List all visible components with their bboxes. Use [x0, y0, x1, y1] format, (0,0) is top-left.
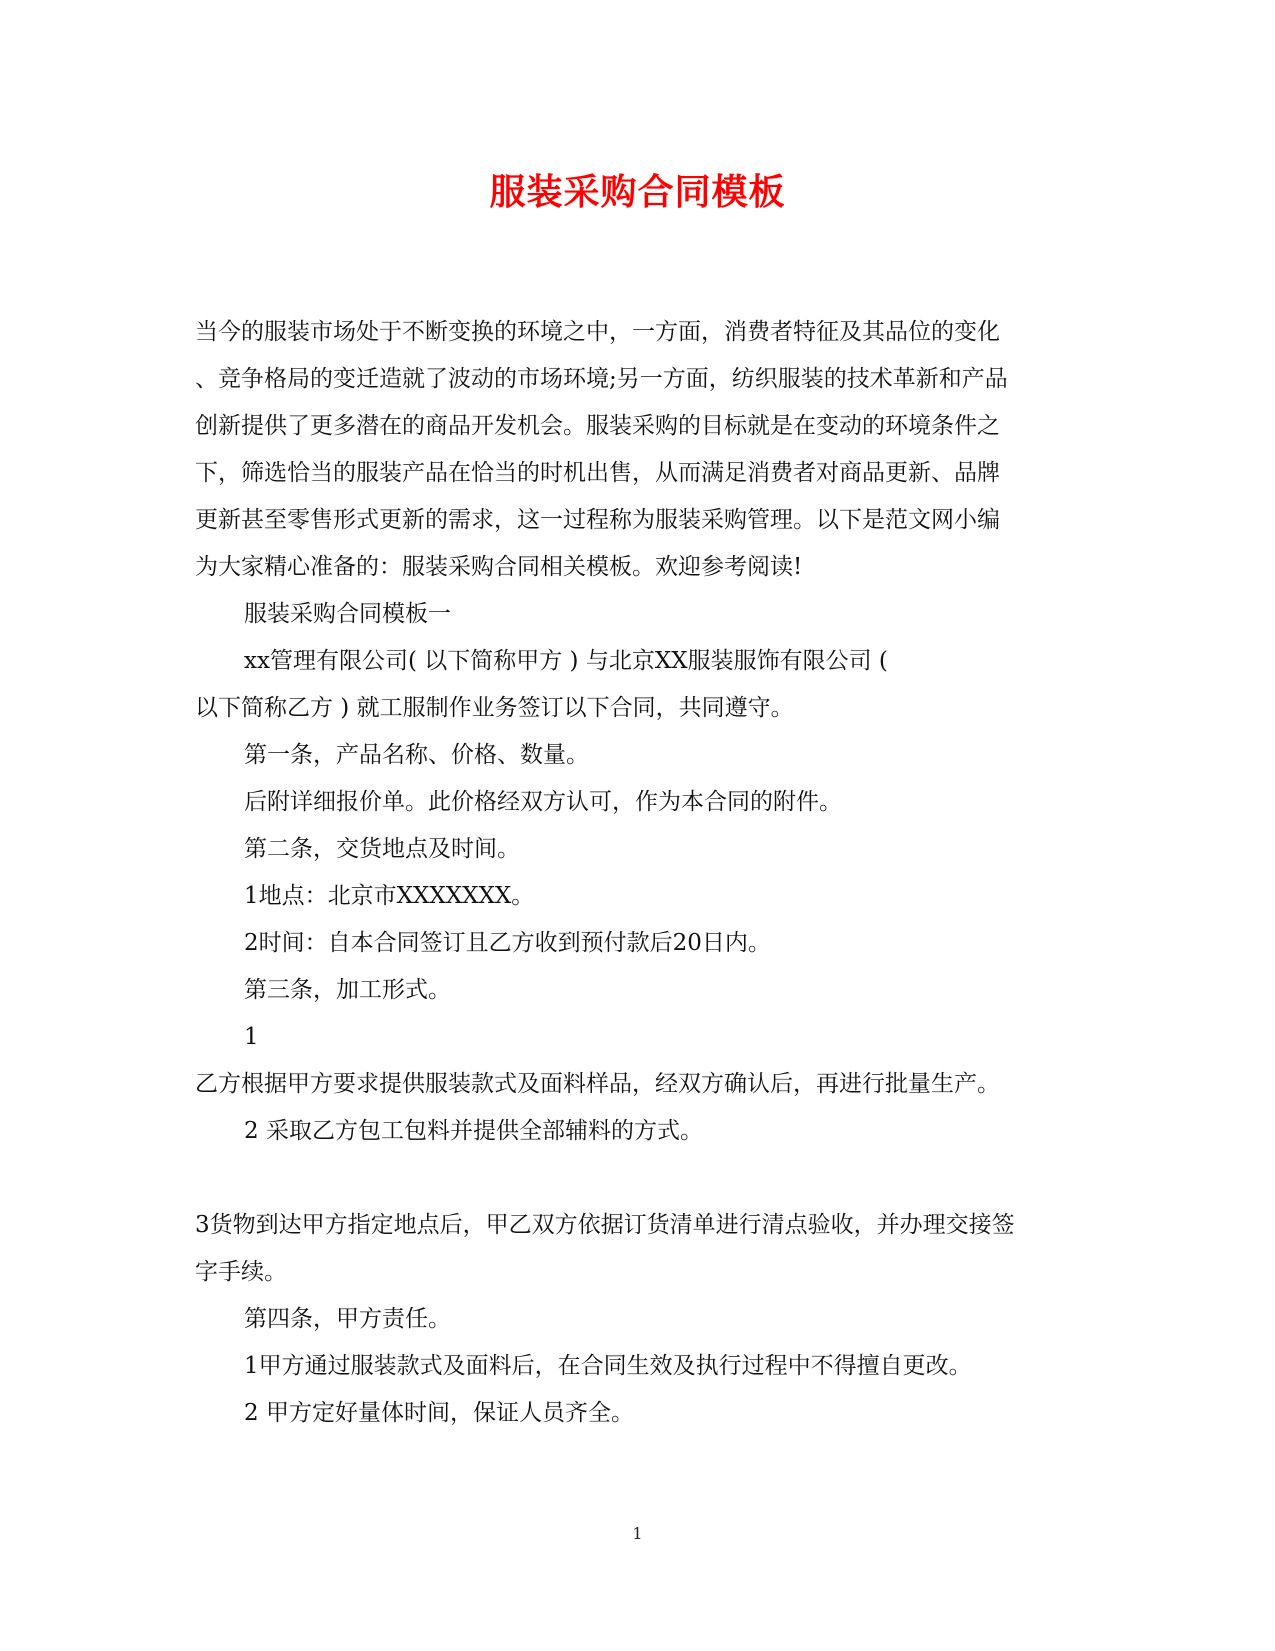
- article-heading: 第一条，产品名称、价格、数量。: [244, 742, 589, 768]
- body-line: 为大家精心准备的：服装采购合同相关模板。欢迎参考阅读!: [195, 554, 803, 580]
- body-line: 创新提供了更多潜在的商品开发机会。服装采购的目标就是在变动的环境条件之: [195, 413, 1000, 439]
- body-line: 以下简称乙方 ) 就工服制作业务签订以下合同，共同遵守。: [195, 695, 794, 721]
- body-line: 下，筛选恰当的服装产品在恰当的时机出售，从而满足消费者对商品更新、品牌: [195, 460, 1000, 486]
- article-heading: 第二条，交货地点及时间。: [244, 836, 520, 862]
- body-line: xx管理有限公司( 以下简称甲方 ) 与北京XX服装服饰有限公司 (: [244, 648, 888, 674]
- document-title: 服装采购合同模板: [489, 171, 786, 213]
- body-line: 2 甲方定好量体时间，保证人员齐全。: [244, 1400, 634, 1426]
- body-line: 乙方根据甲方要求提供服装款式及面料样品，经双方确认后，再进行批量生产。: [195, 1071, 1000, 1097]
- page-number: 1: [632, 1524, 643, 1543]
- body-line: 1地点：北京市XXXXXXX。: [244, 883, 535, 909]
- section-heading: 服装采购合同模板一: [244, 601, 451, 627]
- body-line: 3货物到达甲方指定地点后，甲乙双方依据订货清单进行清点验收，并办理交接签: [195, 1212, 1015, 1238]
- article-heading: 第四条，甲方责任。: [244, 1306, 451, 1332]
- item-number: 1: [244, 1024, 259, 1050]
- body-line: 更新甚至零售形式更新的需求，这一过程称为服装采购管理。以下是范文网小编: [195, 507, 1000, 533]
- body-line: 当今的服装市场处于不断变换的环境之中，一方面，消费者特征及其品位的变化: [195, 319, 1000, 345]
- body-line: 字手续。: [195, 1259, 287, 1285]
- body-line: 1甲方通过服装款式及面料后，在合同生效及执行过程中不得擅自更改。: [244, 1353, 972, 1379]
- article-heading: 第三条，加工形式。: [244, 977, 451, 1003]
- body-line: 、竞争格局的变迁造就了波动的市场环境;另一方面，纺织服装的技术革新和产品: [195, 366, 1008, 392]
- body-line: 后附详细报价单。此价格经双方认可，作为本合同的附件。: [244, 789, 842, 815]
- body-line: 2 采取乙方包工包料并提供全部辅料的方式。: [244, 1118, 703, 1144]
- body-line: 2时间：自本合同签订且乙方收到预付款后20日内。: [244, 930, 771, 956]
